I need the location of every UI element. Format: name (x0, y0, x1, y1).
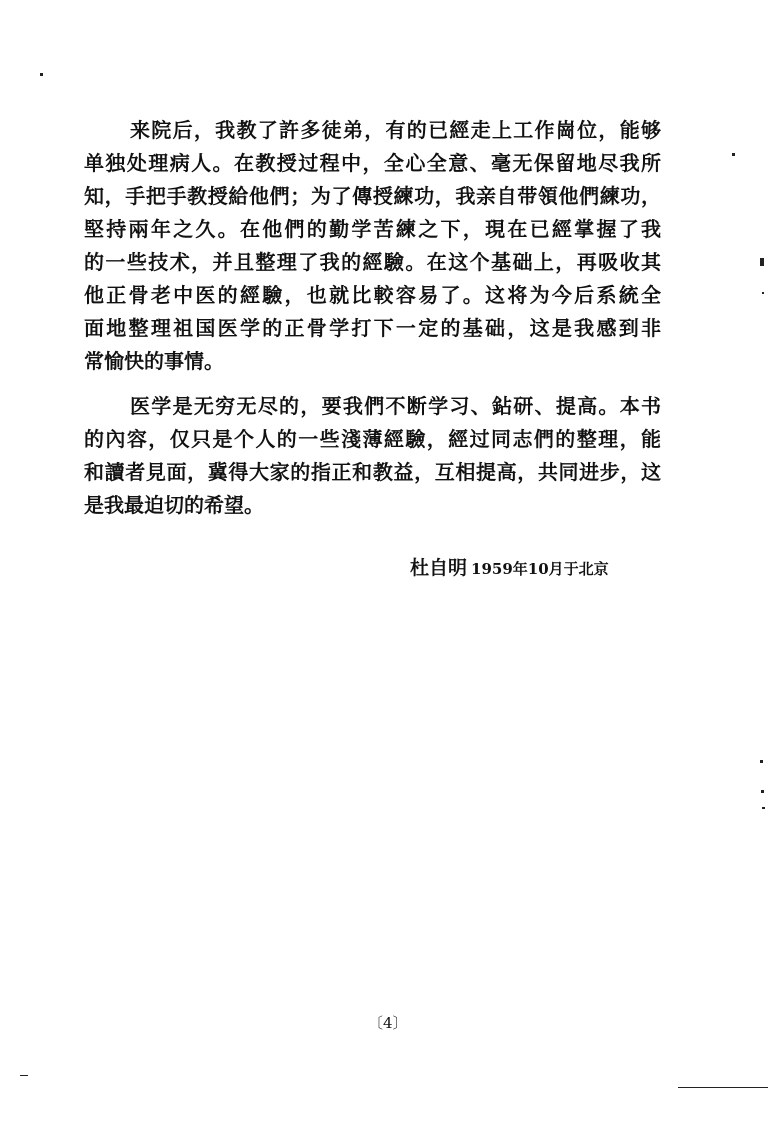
text-line: 医学是无穷无尽的，要我們不断学习、鉆研、提高。本书 (130, 394, 661, 418)
text-line: 来院后，我教了許多徒弟，有的已經走上工作崗位，能够 (130, 118, 661, 142)
text-line: 和讀者見面，冀得大家的指正和教益，互相提高，共同进步，这 (84, 460, 661, 484)
scan-speck (762, 807, 765, 809)
scan-speck (732, 153, 735, 156)
scan-speck (761, 790, 764, 793)
scan-speck (762, 292, 764, 294)
scan-speck (20, 1075, 28, 1076)
text-line: 常愉快的事情。 (84, 349, 224, 373)
scan-speck (40, 73, 43, 76)
text-line: 知，手把手教授給他們；为了傳授練功，我亲自带領他們練功， (84, 184, 661, 208)
signature-date-place: 1959年10月于北京 (471, 560, 609, 578)
scan-speck (760, 258, 764, 266)
text-line: 他正骨老中医的經驗，也就比較容易了。这将为今后系統全 (84, 283, 661, 307)
text-line: 单独处理病人。在教授过程中，全心全意、毫无保留地尽我所 (84, 151, 661, 175)
signature-author: 杜自明 (410, 557, 468, 579)
scan-speck (760, 760, 763, 763)
text-line: 的一些技术，并且整理了我的經驗。在这个基础上，再吸收其 (84, 250, 661, 274)
signature (410, 553, 609, 580)
text-line: 的內容，仅只是个人的一些淺薄經驗，經过同志們的整理，能 (84, 427, 661, 451)
scan-edge-line (678, 1087, 768, 1088)
text-line: 堅持兩年之久。在他們的勤学苦練之下，現在已經掌握了我 (84, 217, 661, 241)
page-number: 〔4〕 (368, 1014, 408, 1032)
text-line: 是我最迫切的希望。 (84, 493, 264, 517)
text-line: 面地整理祖国医学的正骨学打下一定的基础，这是我感到非 (84, 316, 661, 340)
